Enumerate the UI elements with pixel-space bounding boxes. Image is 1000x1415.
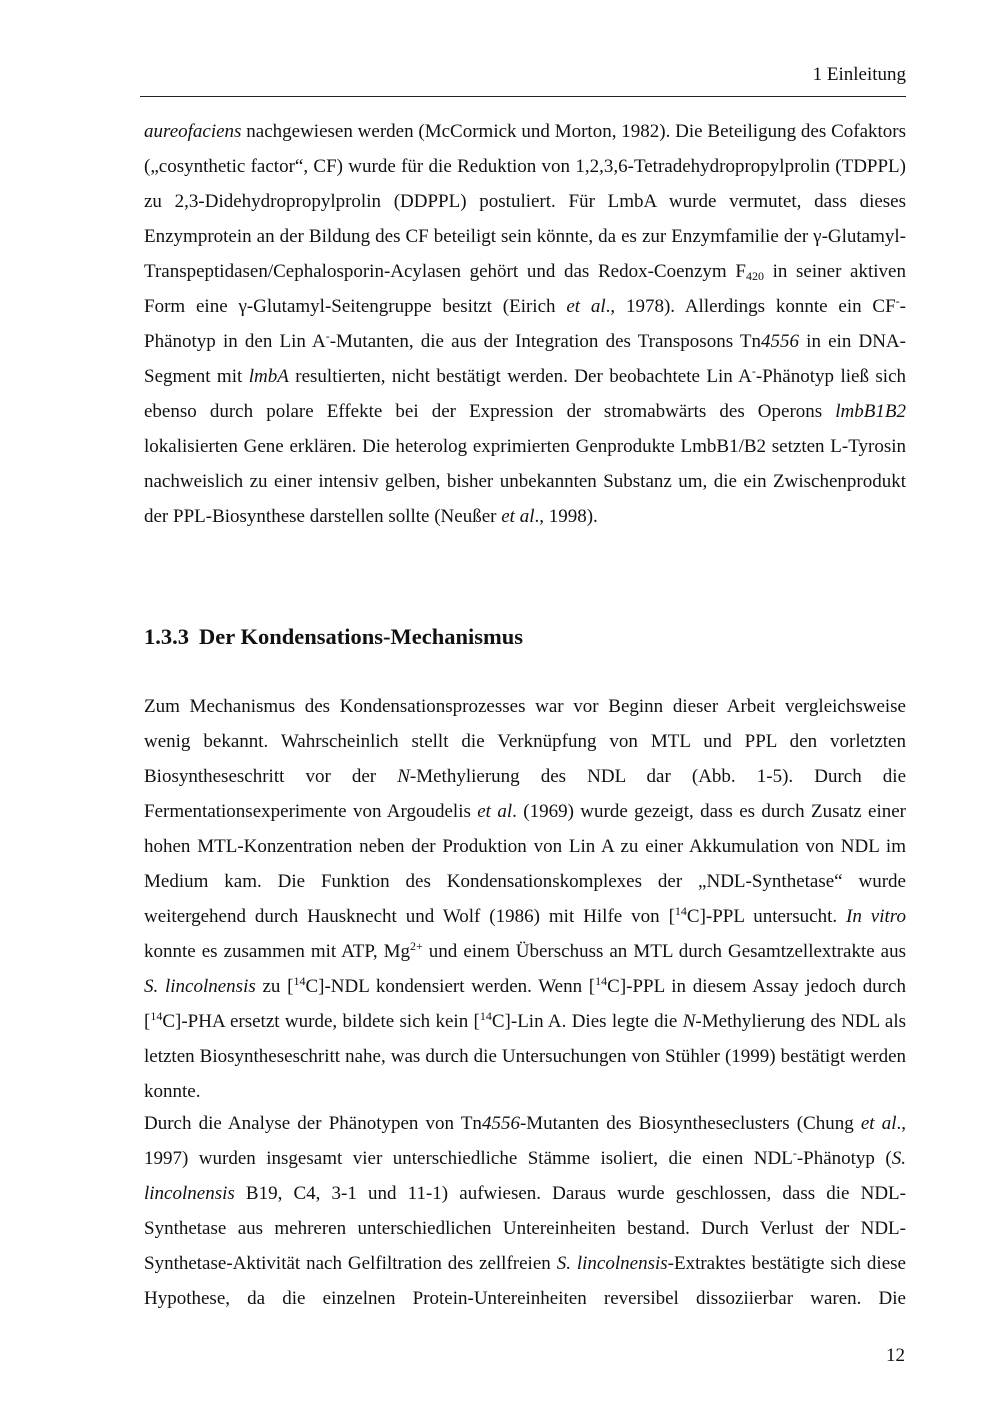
text-span: lmbA bbox=[248, 366, 289, 387]
text-span: ., 1997) wurden insgesamt vier unterschiedliche Stämme isoliert, die einen NDL bbox=[144, 1113, 906, 1169]
text-span: -Phänotyp ließ sich ebenso durch polare Effekte bei der Expression der stromabwärts des Operons bbox=[144, 366, 906, 422]
text-span: N bbox=[397, 766, 410, 787]
superscript: 2+ bbox=[410, 939, 423, 953]
text-span: -Phänotyp ( bbox=[796, 1148, 892, 1169]
superscript: 14 bbox=[479, 1009, 492, 1023]
text-span: ., 1978). Allerdings konnte ein CF bbox=[605, 296, 896, 317]
text-span: resultierten, nicht bestätigt werden. Der beobachtete Lin A bbox=[288, 366, 752, 387]
superscript: - bbox=[751, 364, 756, 378]
section-heading bbox=[144, 624, 523, 650]
text-span: lokalisierten Gene erklären. Die heterolog exprimierten Genprodukte LmbB1/B2 setzten bbox=[144, 436, 831, 457]
text-span: 4556 bbox=[761, 331, 800, 352]
text-span: ., 1998). bbox=[534, 506, 598, 527]
text-span: et al bbox=[860, 1113, 897, 1134]
text-span: -Phänotyp in den Lin A bbox=[144, 296, 906, 352]
paragraph-2 bbox=[144, 689, 906, 1109]
text-span: C]-Lin A. Dies legte die bbox=[491, 1011, 683, 1032]
text-span: konnte es zusammen mit ATP, Mg bbox=[144, 941, 410, 962]
text-span: -Methylierung des NDL dar (Abb. 1-5). Durch die Fermentationsexperimente von Argoudelis bbox=[144, 766, 907, 822]
text-span: aureofaciens bbox=[144, 121, 242, 142]
running-header bbox=[140, 62, 906, 97]
text-span: In vitro bbox=[846, 906, 906, 927]
text-span: S. lincolnensis bbox=[144, 1148, 906, 1204]
text-span: zu [ bbox=[255, 976, 294, 997]
text-span: und einem Überschuss an MTL durch Gesamtzellextrakte aus bbox=[422, 941, 907, 962]
text-span: C]-PHA ersetzt wurde, bildete sich kein [ bbox=[162, 1011, 480, 1032]
text-span: nachgewiesen werden (McCormick und Morton, 1982). Die Beteiligung des Cofaktors („cosynthetic factor“, CF) wurde für die Reduktion von 1,2,3,6-Tetradehydropropylprolin (TDPPL) zu 2,3-Didehydropropylprolin (DDPPL) postuliert. Für LmbA wurde vermutet, dass dieses Enzymprotein an der Bildung des CF beteiligt sein könnte, da es zur Enzymfamilie der γ-Glutamyl-Transpeptidasen/Cephalosporin-Acylasen gehört und das Redox-Coenzym F bbox=[144, 121, 906, 282]
superscript: 14 bbox=[293, 974, 306, 988]
text-span: . (1969) wurde gezeigt, dass es durch Zusatz einer hohen MTL-Konzentration neben der Produktion von Lin A zu einer Akkumulation von NDL im Medium kam. Die Funktion des Kondensationskomplexes der „NDL-Synthetase“ wurde weitergehend durch Hausknecht und Wolf (1986) mit Hilfe von [ bbox=[144, 801, 907, 927]
text-span: Zum Mechanismus des Kondensationsprozesses war vor Beginn dieser Arbeit vergleichsweise wenig bekannt. Wahrscheinlich stellt die Verknüpfung von MTL und PPL den vorletzten Biosyntheseschritt vor der bbox=[144, 696, 906, 787]
superscript: 14 bbox=[674, 904, 687, 918]
text-span: S. lincolnensis bbox=[144, 976, 256, 997]
superscript: - bbox=[895, 294, 900, 308]
text-span: et al bbox=[477, 801, 513, 822]
text-span: in ein DNA-Segment mit bbox=[144, 331, 906, 387]
text-span: -Methylierung des NDL als letzten Biosyntheseschritt nahe, was durch die Untersuchungen von Stühler (1999) bestätigt werden konnte. bbox=[144, 1011, 906, 1102]
text-span: -Mutanten des Biosyntheseclusters (Chung bbox=[519, 1113, 861, 1134]
text-span: C]-NDL kondensiert werden. Wenn [ bbox=[305, 976, 596, 997]
text-span: C]-PPL in diesem Assay jedoch durch [ bbox=[144, 976, 906, 1032]
text-span: et al bbox=[566, 296, 606, 317]
text-span: et al bbox=[501, 506, 535, 527]
paragraph-3 bbox=[144, 1106, 906, 1316]
subscript: 420 bbox=[745, 269, 764, 283]
header-title: 1 Einleitung bbox=[812, 64, 906, 85]
text-span: N bbox=[682, 1011, 696, 1032]
text-span: -Tyrosin nachweislich zu einer intensiv gelben, bisher unbekannten Substanz um, die ein Zwischenprodukt der PPL-Biosynthese darstellen sollte (Neußer bbox=[144, 436, 906, 527]
paragraph-1 bbox=[144, 114, 906, 534]
text-span: -Mutanten, die aus der Integration des Transposons Tn bbox=[329, 331, 762, 352]
superscript: - bbox=[325, 329, 330, 343]
text-span: lmbB1B2 bbox=[835, 401, 906, 422]
section-number: 1.3.3 bbox=[144, 624, 189, 649]
text-span: 4556 bbox=[481, 1113, 520, 1134]
superscript: - bbox=[792, 1146, 797, 1160]
text-span: C]-PPL untersucht. bbox=[686, 906, 847, 927]
text-span: -Extraktes bestätigte sich diese Hypothese, da die einzelnen Protein-Untereinheiten reversibel dissoziierbar waren. Die bbox=[144, 1253, 906, 1309]
text-span: B19, C4, 3-1 und 11-1) aufwiesen. Daraus wurde geschlossen, dass die NDL-Synthetase aus mehreren unterschiedlichen Untereinheiten bestand. Durch Verlust der NDL-Synthetase-Aktivität nach Gelfiltration des zellfreien bbox=[144, 1183, 906, 1274]
text-span: Durch die Analyse der Phänotypen von Tn bbox=[144, 1113, 482, 1134]
superscript: 14 bbox=[595, 974, 608, 988]
page-number: 12 bbox=[886, 1345, 905, 1366]
section-title: Der Kondensations-Mechanismus bbox=[199, 624, 523, 649]
small-caps-span: L bbox=[830, 436, 842, 457]
text-span: S. lincolnensis bbox=[556, 1253, 668, 1274]
text-span: in seiner aktiven Form eine γ-Glutamyl-Seitengruppe besitzt (Eirich bbox=[144, 261, 906, 317]
superscript: 14 bbox=[150, 1009, 163, 1023]
